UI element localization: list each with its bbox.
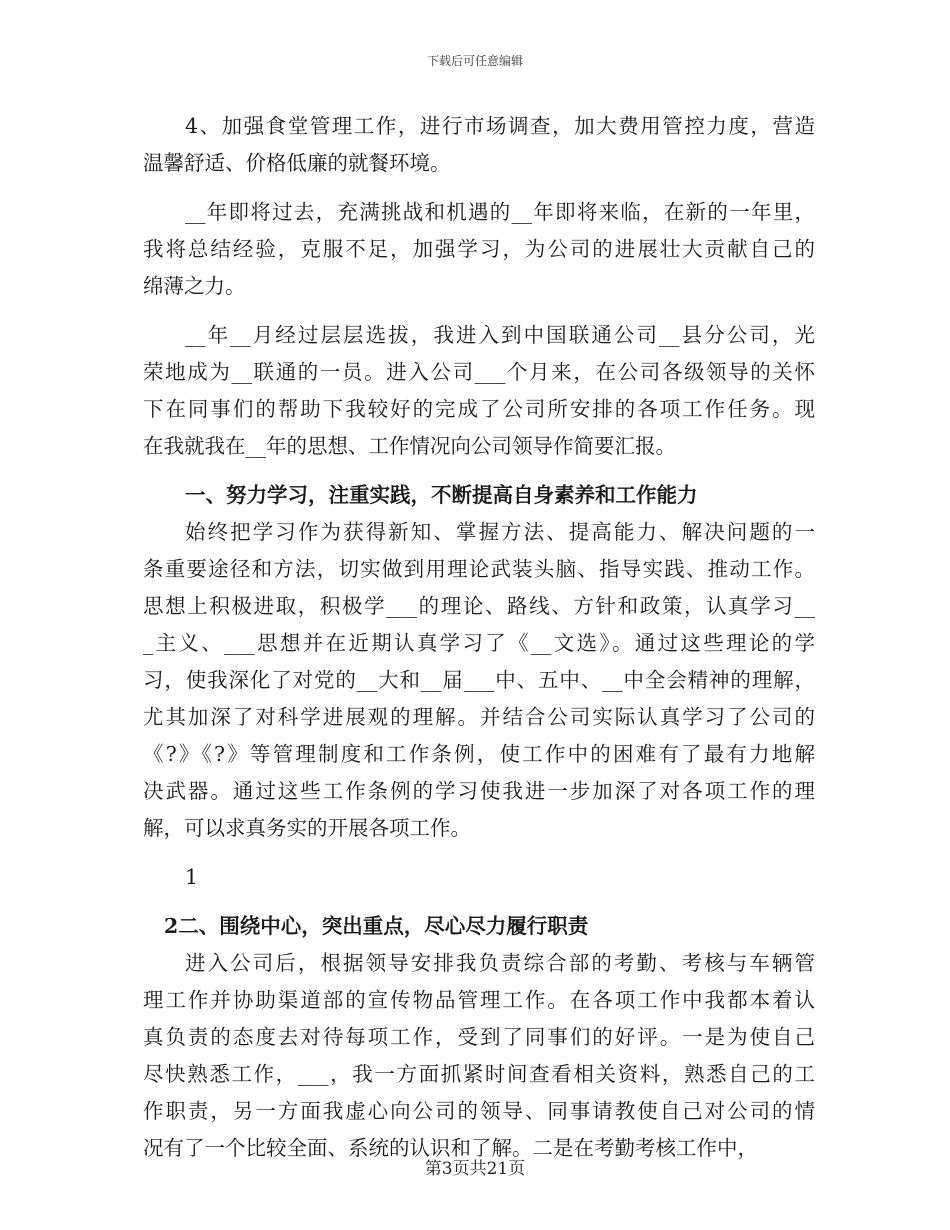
text-line: 我将总结经验，克服不足，加强学习，为公司的进展壮大贡献自己的: [143, 237, 815, 261]
page-header: 下载后可任意编辑: [426, 54, 523, 68]
text-line: 温馨舒适、价格低廉的就餐环境。: [143, 151, 451, 175]
text-line: 绵薄之力。: [143, 274, 246, 298]
text-line: _主义、___思想并在近期认真学习了《__文选》。通过这些理论的学: [143, 631, 815, 655]
text-line: 在我就我在__年的思想、工作情况向公司领导作简要汇报。: [143, 434, 676, 458]
page-footer: 第3页共21页: [424, 1159, 526, 1179]
paragraph-study: [143, 514, 815, 847]
section-heading-duties: 2二、围绕中心，突出重点，尽心尽力履行职责: [164, 914, 589, 938]
text-line: 解，可以求真务实的开展各项工作。: [143, 816, 471, 840]
paragraph-duties: [143, 945, 815, 1167]
text-line: 荣地成为__联通的一员。进入公司___个月来，在公司各级领导的关怀: [143, 360, 815, 384]
document-body: [143, 108, 815, 1167]
text-line: 进入公司后，根据领导安排我负责综合部的考勤、考核与车辆管: [185, 951, 815, 975]
text-line: 4、加强食堂管理工作，进行市场调查，加大费用管控力度，营造: [185, 114, 815, 138]
section-heading-study: 一、努力学习，注重实践，不断提高自身素养和工作能力: [185, 483, 698, 507]
text-line: 决武器。通过这些工作条例的学习使我进一步加深了对各项工作的理: [143, 779, 815, 803]
paragraph-year-end: [143, 194, 815, 305]
text-line: 尽快熟悉工作，___，我一方面抓紧时间查看相关资料，熟悉自己的工: [143, 1062, 815, 1086]
text-line: 作职责，另一方面我虚心向公司的领导、同事请教使自己对公司的情: [143, 1099, 815, 1123]
paragraph-introduction: [143, 317, 815, 465]
text-line: __年__月经过层层选拔，我进入到中国联通公司__县分公司，光: [185, 323, 815, 347]
text-line: 真负责的态度去对待每项工作，受到了同事们的好评。一是为使自己: [143, 1025, 815, 1049]
paragraph-canteen: [143, 108, 815, 182]
inline-page-number: 1: [185, 865, 199, 889]
text-line: 思想上积极进取，积极学___的理论、路线、方针和政策，认真学习__: [143, 594, 815, 618]
text-line: 《?》《?》等管理制度和工作条例，使工作中的困难有了最有力地解: [143, 742, 815, 766]
text-line: 理工作并协助渠道部的宣传物品管理工作。在各项工作中我都本着认: [143, 988, 815, 1012]
text-line: 始终把学习作为获得新知、掌握方法、提高能力、解决问题的一: [185, 520, 815, 544]
text-line: 习，使我深化了对党的__大和__届___中、五中、__中全会精神的理解，: [143, 668, 815, 692]
text-line: 条重要途径和方法，切实做到用理论武装头脑、指导实践、推动工作。: [143, 557, 815, 581]
text-line: 况有了一个比较全面、系统的认识和了解。二是在考勤考核工作中，: [143, 1136, 758, 1160]
text-line: 下在同事们的帮助下我较好的完成了公司所安排的各项工作任务。现: [143, 397, 815, 421]
text-line: __年即将过去，充满挑战和机遇的__年即将来临，在新的一年里，: [185, 200, 815, 224]
text-line: 尤其加深了对科学进展观的理解。并结合公司实际认真学习了公司的: [143, 705, 815, 729]
